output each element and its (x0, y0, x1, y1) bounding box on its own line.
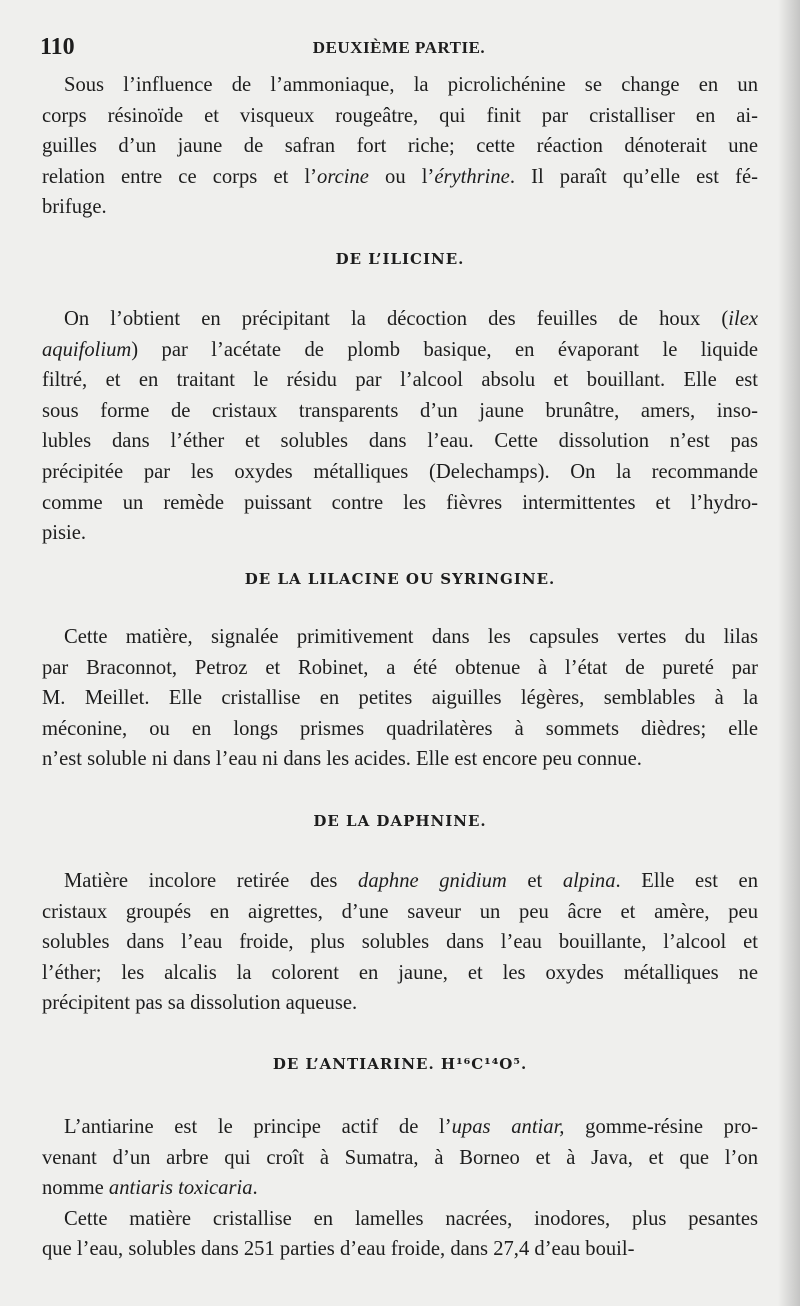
italic-term: érythrine (434, 165, 510, 188)
text-line: méconine, ou en longs prismes quadrilatères à sommets dièdres; elle (42, 717, 758, 740)
text-line: On l’obtient en précipitant la décoction des feuilles de houx (ilex (64, 308, 758, 330)
text-line: L’antiarine est le principe actif de l’upas antiar, gomme-résine pro- (64, 1116, 758, 1138)
text-line: venant d’un arbre qui croît à Sumatra, à Borneo et à Java, et que l’on (42, 1146, 758, 1169)
text-line: brifuge. (42, 196, 107, 219)
text-line: que l’eau, solubles dans 251 parties d’eau froide, dans 27,4 d’eau bouil- (42, 1238, 635, 1261)
italic-term: alpina (562, 870, 616, 892)
text-line: aquifolium) par l’acétate de plomb basique, en évaporant le liquide (42, 338, 758, 361)
antiarine-formula: H¹⁶C¹⁴O⁵. (440, 1055, 528, 1073)
section-title-daphnine: DE LA DAPHNINE. (313, 812, 487, 830)
section-title-ilicine: DE L’ILICINE. (335, 250, 465, 268)
text-line: n’est soluble ni dans l’eau ni dans les acides. Elle est encore peu connue. (42, 748, 642, 771)
text-line: guilles d’un jaune de safran fort riche; cette réaction dénoterait une (42, 135, 758, 158)
section-body-antiarine (42, 1112, 758, 1265)
text-line: filtré, et en traitant le résidu par l’alcool absolu et bouillant. Elle est (42, 369, 758, 392)
italic-term: aquifolium (42, 338, 132, 361)
text-line: Matière incolore retirée des daphne gnidium et alpina. Elle est en (64, 870, 758, 892)
italic-term: upas antiar, (451, 1116, 565, 1138)
text-line: comme un remède puissant contre les fièvres intermittentes et l’hydro- (42, 491, 758, 514)
text-line: solubles dans l’eau froide, plus solubles dans l’eau bouillante, l’alcool et (42, 931, 758, 954)
section-body-daphnine (42, 866, 758, 1019)
text-line: relation entre ce corps et l’orcine ou l’érythrine. Il paraît qu’elle est fé- (42, 165, 758, 188)
section-title-lilacine: DE LA LILACINE OU SYRINGINE. (244, 570, 556, 588)
section-title-antiarine: DE L’ANTIARINE. H¹⁶C¹⁴O⁵. (272, 1055, 528, 1073)
page-number: 110 (40, 34, 75, 60)
running-head (40, 34, 758, 64)
text-line: nomme antiaris toxicaria. (42, 1177, 258, 1200)
page-edge-shadow (778, 0, 800, 1306)
text-line: sous forme de cristaux transparents d’un jaune brunâtre, amers, inso- (42, 399, 758, 422)
text-line: Cette matière cristallise en lamelles nacrées, inodores, plus pesantes (64, 1207, 758, 1230)
text-line: pisie. (42, 522, 87, 545)
text-line: par Braconnot, Petroz et Robinet, a été obtenue à l’état de pureté par (42, 656, 758, 679)
italic-term: orcine (317, 165, 369, 188)
text-line: M. Meillet. Elle cristallise en petites aiguilles légères, semblables à la (42, 687, 758, 710)
running-title: DEUXIÈME PARTIE. (312, 38, 486, 57)
text-line: lubles dans l’éther et solubles dans l’eau. Cette dissolution n’est pas (42, 430, 758, 453)
section-body-ilicine (42, 304, 758, 549)
text-line: précipitée par les oxydes métalliques (Delechamps). On la recommande (42, 460, 758, 483)
text-line: Cette matière, signalée primitivement dans les capsules vertes du lilas (64, 626, 758, 648)
italic-term: ilex (728, 308, 758, 330)
section-body-lilacine (42, 622, 758, 775)
text-line: précipitent pas sa dissolution aqueuse. (42, 992, 358, 1015)
text-line: corps résinoïde et visqueux rougeâtre, qui finit par cristalliser en ai- (42, 104, 758, 127)
italic-term: antiaris toxicaria (108, 1177, 253, 1200)
text-line: l’éther; les alcalis la colorent en jaune, et les oxydes métalliques ne (42, 961, 758, 984)
italic-term: daphne gnidium (358, 870, 507, 892)
text-line: cristaux groupés en aigrettes, d’une saveur un peu âcre et amère, peu (42, 900, 758, 923)
text-line: Sous l’influence de l’ammoniaque, la picrolichénine se change en un (64, 74, 758, 96)
intro-paragraph (42, 70, 758, 223)
